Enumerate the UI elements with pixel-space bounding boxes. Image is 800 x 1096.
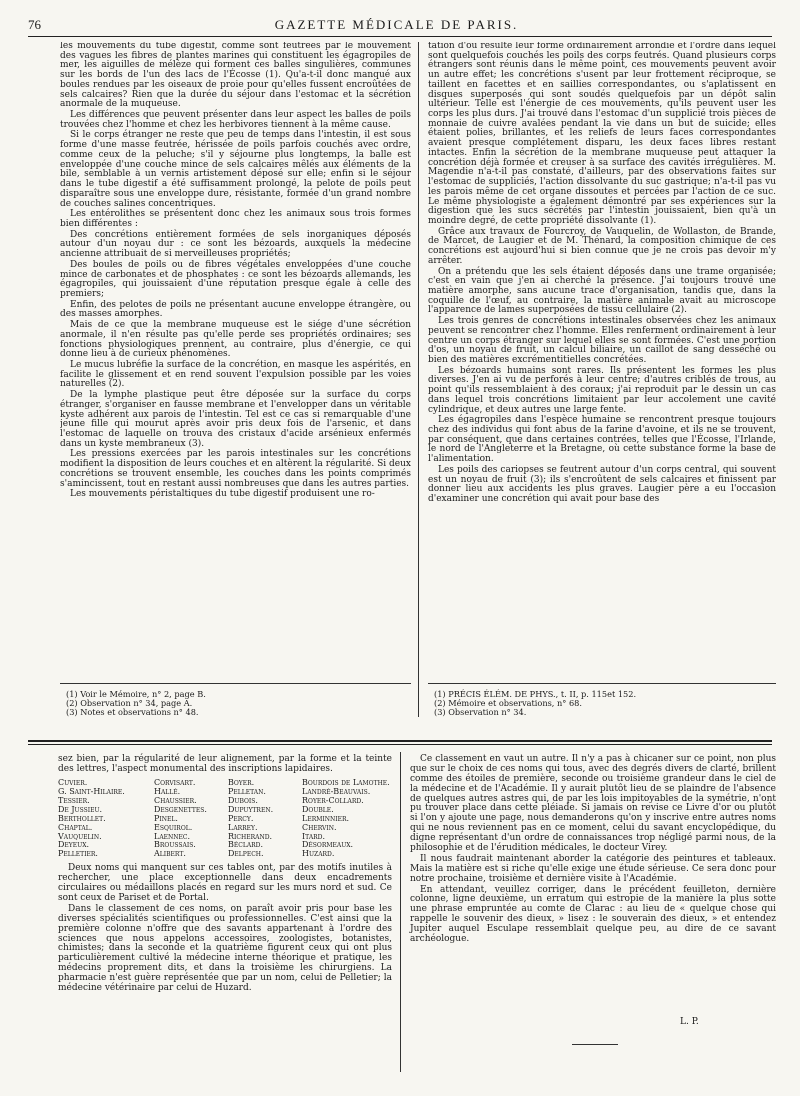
name-cell: Tessier. [58,795,90,805]
name-cell: Corvisart. [154,777,196,787]
right-footnotes [434,690,772,717]
end-rule [572,1044,618,1045]
right-column [428,42,776,668]
paragraph: Les pressions exercées par les parois intestinales sur les concrétions modifient la disposition de leurs couches et en altèrent la régularité. Si deux concrétions se trouvent ensemble, les couches dans les points comprimés s'amincissent, tout en restant aussi nombreuses que dans les autres parties. [60,449,411,489]
paragraph: Il nous faudrait maintenant aborder la catégorie des peintures et tableaux. Mais la matière est si riche qu'elle exige une étude sérieuse. Ce sera donc pour notre prochaine, troisième et dernière visite à l'Académie. [410,853,776,884]
name-cell: Hallé. [154,786,181,796]
name-cell: Esquirol. [154,822,193,832]
paragraph: Des concrétions entièrement formées de sels inorganiques déposés autour d'un noyau dur : ce sont les bézoards, auxquels la médecine ancienne attribuait de si merveilleuses propriétés; [60,229,411,260]
paragraph: les mouvements du tube digestif, comme sont feutrées par le mouvement des vagues les fibres de plantes marines qui constituent les égagropiles de mer, les aiguilles de mélèze qui forment ces balles singulières, communes sur les bords de l'un des lacs de l'Écosse (1). Qu'a-t-il donc manqué aux boules rendues par les oiseaux de proie pour qu'elles fussent encroûtées de sels calcaires? Rien que la durée du séjour dans l'estomac et la sécrétion anormale de la muqueuse. [60,42,411,110]
name-cell: Percy. [228,813,254,823]
paragraph: Grâce aux travaux de Fourcroy, de Vauquelin, de Wollaston, de Brande, de Marcet, de Laugier et de M. Thénard, la composition chimique de ces concrétions est aujourd'hui si bien connue que je ne crois pas devoir m'y arrêter. [428,226,776,266]
name-cell: Richerand. [228,831,273,841]
name-cell: Vauquelin. [58,831,102,841]
name-cell: Dupuytren. [228,804,274,814]
paragraph: En attendant, veuillez corriger, dans le précédent feuilleton, dernière colonne, ligne deuxième, un erratum qui estropie de la manière la plus sotte une phrase empruntée au comte de Clarac : au lieu de « quelque chose qui rappelle le souvenir des dieux, » lisez : le souverain des dieux, » et entendez Jupiter auquel Esculape ressemblait quelque peu, au dire de ce savant archéologue. [410,884,776,945]
footnote-rule [428,683,776,684]
name-cell: Desgenettes. [154,804,207,814]
paragraph: Les égagropiles dans l'espèce humaine se rencontrent presque toujours chez des individus qui font abus de la farine d'avoine, et ils ne se trouvent, par conséquent, que dans certaines contrées, telles que l'Écosse, l'Irlande, le nord de l'Angleterre et la Bretagne, où cette substance forme la base de l'alimentation. [428,415,776,465]
name-cell: Deyeux. [58,840,90,850]
signature: L. P. [680,1017,699,1027]
footnote: (2) Observation n° 34, page A. [66,698,193,709]
name-cell: Désormeaux. [302,840,354,850]
paragraph: tation d'où résulte leur forme ordinairement arrondie et l'ordre dans lequel sont quelquefois couchés les poils des corps feutrés. Quand plusieurs corps étrangers sont réunis dans le même point, ces mouvements peuvent avoir un autre effet; les concrétions s'usent par leur frottement réciproque, se taillent en facettes et en saillies correspondantes, ou s'aplatissent en disques superposés qui sont soudés quelquefois par un dépôt salin ultérieur. Telle est l'énergie de ces mouvements, qu'ils peuvent user les corps les plus durs. J'ai trouvé dans l'estomac d'un supplicié trois pièces de monnaie de cuivre avalées pendant la vie dans un but de suicide; elles étaient polies, brillantes, et les reliefs de leurs faces correspondantes avaient presque complétement disparu, les deux faces libres restant intactes. Enfin la sécrétion de la membrane muqueuse peut attaquer la concrétion déjà formée et creuser à sa surface des cavités irrégulières. M. Magendie n'a-t-il pas constaté, d'ailleurs, par des observations faites sur l'estomac de suppliciés, l'action dissolvante du suc gastrique; n'a-t-il pas vu les parois même de cet organe dissoutes et percées par l'action de ce suc. Le même physiologiste a également démontré par ses expériences sur la digestion que les sucs sécrétés par l'intestin jouissaient, bien qu'à un moindre degré, de cette propriété dissolvante (1). [428,42,776,226]
paragraph: Les poils des cariopses se feutrent autour d'un corps central, qui souvent est un noyau de fruit (3); ils s'encroûtent de sels calcaires et finissent par donner lieu aux accidents les plus graves. Laugier père a eu l'occasion d'examiner une concrétion qui avait pour base des [428,464,776,505]
name-cell: Delpech. [228,849,264,859]
name-cell: Pinel. [154,813,178,823]
paragraph: Les entérolithes se présentent donc chez les animaux sous trois formes bien différentes : [60,209,411,229]
paragraph: Les différences que peuvent présenter dans leur aspect les balles de poils trouvées chez l'homme et chez les herbivores tiennent à la même cause. [60,110,411,130]
name-cell: Broussais. [154,840,196,850]
name-cell: De Jussieu. [58,804,103,814]
name-cell: Chaptal. [58,822,93,832]
feuilleton-left [58,755,392,995]
paragraph: Enfin, des pelotes de poils ne présentant aucune enveloppe étrangère, ou des masses amorphes. [60,299,411,320]
names-table [58,779,392,860]
name-cell: Cuvier. [58,777,88,787]
footnote: (1) Voir le Mémoire, n° 2, page B. [66,689,206,699]
page-number: 76 [28,17,41,32]
page-header [28,14,772,37]
name-cell: Dubois. [228,795,258,805]
paragraph: Les bézoards humains sont rares. Ils présentent les formes les plus diverses. J'en ai vu de perforés à leur centre; d'autres criblés de trous, au point qu'ils ressemblaient à des coraux; j'ai reproduit par le dessin un cas dans lequel trois concrétions limitaient par leur accolement une cavité cylindrique, et deux autres une large fente. [428,365,776,415]
feuilleton-right [410,755,776,946]
paragraph: Les trois genres de concrétions intestinales observées chez les animaux peuvent se rencontrer chez l'homme. Elles renferment ordinairement à leur centre un corps étranger sur lequel elles se sont formées. C'est une portion d'os, un noyau de fruit, un calcul biliaire, un caillot de sang desséché ou bien des matières excrémentitielles concrétées. [428,316,776,365]
paragraph: On a prétendu que les sels étaient déposés dans une trame organisée; c'est en vain que j'en ai cherché la présence. J'ai toujours trouvé une matière amorphe, sans aucune trace d'organisation, tandis que, dans la coquille de l'œuf, au contraire, la matière animale avait au microscope l'apparence de lames superposées de tissu cellulaire (2). [428,266,776,316]
footnote-rule [60,683,411,684]
name-cell: Lerminnier. [302,813,350,823]
name-cell: Landré-Beauvais. [302,786,371,796]
name-cell: Alibert. [154,849,186,859]
paragraph: sez bien, par la régularité de leur alignement, par la forme et la teinte des lettres, l'aspect monumental des inscriptions lapidaires. [58,754,392,774]
name-cell: Pelletier. [58,849,98,859]
paragraph: Des boules de poils ou de fibres végétales enveloppées d'une couche mince de carbonates et de phosphates : ce sont les bézoards allemands, les égagropiles, qui jouissaient d'une réputation presque égale à celle des premiers; [60,259,411,299]
paragraph: De la lymphe plastique peut être déposée sur la surface du corps étranger, s'organiser en fausse membrane et l'envelopper dans un véritable kyste adhérent aux parois de l'intestin. Tel est ce cas si remarquable d'une jeune fille qui mourut après avoir pris deux fois de l'arsenic, et dans l'estomac de laquelle on trouva des cristaux d'acide arsénieux enfermés dans un kyste membraneux (3). [60,390,411,449]
name-cell: Béclard. [228,840,264,850]
name-cell: Boyer. [228,777,255,787]
column-divider [418,42,419,717]
name-cell: Royer-Collard. [302,795,364,805]
footnote: (1) PRÉCIS ÉLÉM. DE PHYS., t. II, p. 115et 152. [434,689,637,699]
left-column [60,42,411,668]
journal-title: GAZETTE MÉDICALE DE PARIS. [274,17,519,32]
name-cell: Huzard. [302,849,335,859]
name-cell: G. Saint-Hilaire. [58,786,125,796]
footnote: (3) Notes et observations n° 48. [66,707,199,718]
paragraph: Les mouvements péristaltiques du tube digestif produisent une ro- [70,489,375,500]
paragraph: Le mucus lubréfie la surface de la concrétion, en masque les aspérités, en facilite le glissement et en rend souvent l'expulsion possible par les voies naturelles (2). [60,360,411,390]
feuilleton-rule [28,740,772,742]
paragraph: Dans le classement de ces noms, on paraît avoir pris pour base les diverses spécialités scientifiques ou professionnelles. C'est ainsi que la première colonne n'offre que des savants appartenant à l'ordre des sciences que nous appelons accessoires, zoologistes, botanistes, chimistes; dans la seconde et la quatrième figurent ceux qui ont plus particulièrement cultivé la médecine interne théorique et pratique, les médecins proprement dits, et dans la troisième les chirurgiens. La pharmacie n'est guère représentée que par un nom, celui de Pelletier; la médecine vétérinaire par celui de Huzard. [58,903,392,994]
name-cell: Itard. [302,831,326,841]
footnote: (3) Observation n° 34. [434,707,527,718]
name-cell: Laennec. [154,831,191,841]
paragraph: Si le corps étranger ne reste que peu de temps dans l'intestin, il est sous forme d'une masse feutrée, hérissée de poils parfois couchés avec ordre, comme ceux de la peluche; s'il y séjourne plus longtemps, la balle est enveloppée d'une couche mince de sels calcaires mêlés aux éléments de la bile, semblable à un vernis artistement déposé sur elle; enfin si le séjour dans le tube digestif a été suffisamment prolongé, la pelote de poils peut disparaître sous une enveloppe dure, résistante, formée d'un grand nombre de couches salines concentriques. [60,130,411,209]
name-cell: Pelletan. [228,786,266,796]
name-cell: Chervin. [302,822,337,832]
left-footnotes [66,690,406,717]
name-cell: Berthollet. [58,813,106,823]
name-cell: Chaussier. [154,795,197,805]
paragraph: Deux noms qui manquent sur ces tables ont, par des motifs inutiles à rechercher, une place exceptionnelle dans deux encadrements circulaires ou médaillons placés en regard sur les murs nord et sud. Ce sont ceux de Pariset et de Portal. [58,863,392,904]
footnote: (2) Mémoire et observations, n° 68. [434,698,582,709]
paragraph: Ce classement en vaut un autre. Il n'y a pas à chicaner sur ce point, non plus que sur le choix de ces noms qui tous, avec des degrés divers de clarté, brillent comme des étoiles de première, seconde ou troisième grandeur dans le ciel de la médecine et de l'Académie. Il y aurait plutôt lieu de se plaindre de l'absence de quelques autres astres qui, de par les lois impitoyables de la symétrie, n'ont pu trouver place dans cette pléiade. Si jamais on revise ce Livre d'or ou plutôt si l'on y ajoute une page, nous demanderons qu'on y inscrive entre autres noms qui ne nous reviennent pas en ce moment, celui du savant encyclopédique, du digne représentant d'un ordre de connaissances trop négligé parmi nous, de la philosophie et de l'érudition médicales, le docteur Virey. [410,754,776,854]
name-cell: Larrey. [228,822,258,832]
name-cell: Double. [302,804,334,814]
feuilleton-divider [400,752,401,1072]
paragraph: Mais de ce que la membrane muqueuse est le siége d'une sécrétion anormale, il n'en résulte pas qu'elle perde ses propriétés ordinaires; ses fonctions physiologiques prennent, au contraire, plus d'énergie, ce qui donne lieu à de curieux phénomènes. [60,320,411,360]
name-cell: Bourdois de Lamothe. [302,777,390,787]
feuilleton-rule [28,744,772,745]
